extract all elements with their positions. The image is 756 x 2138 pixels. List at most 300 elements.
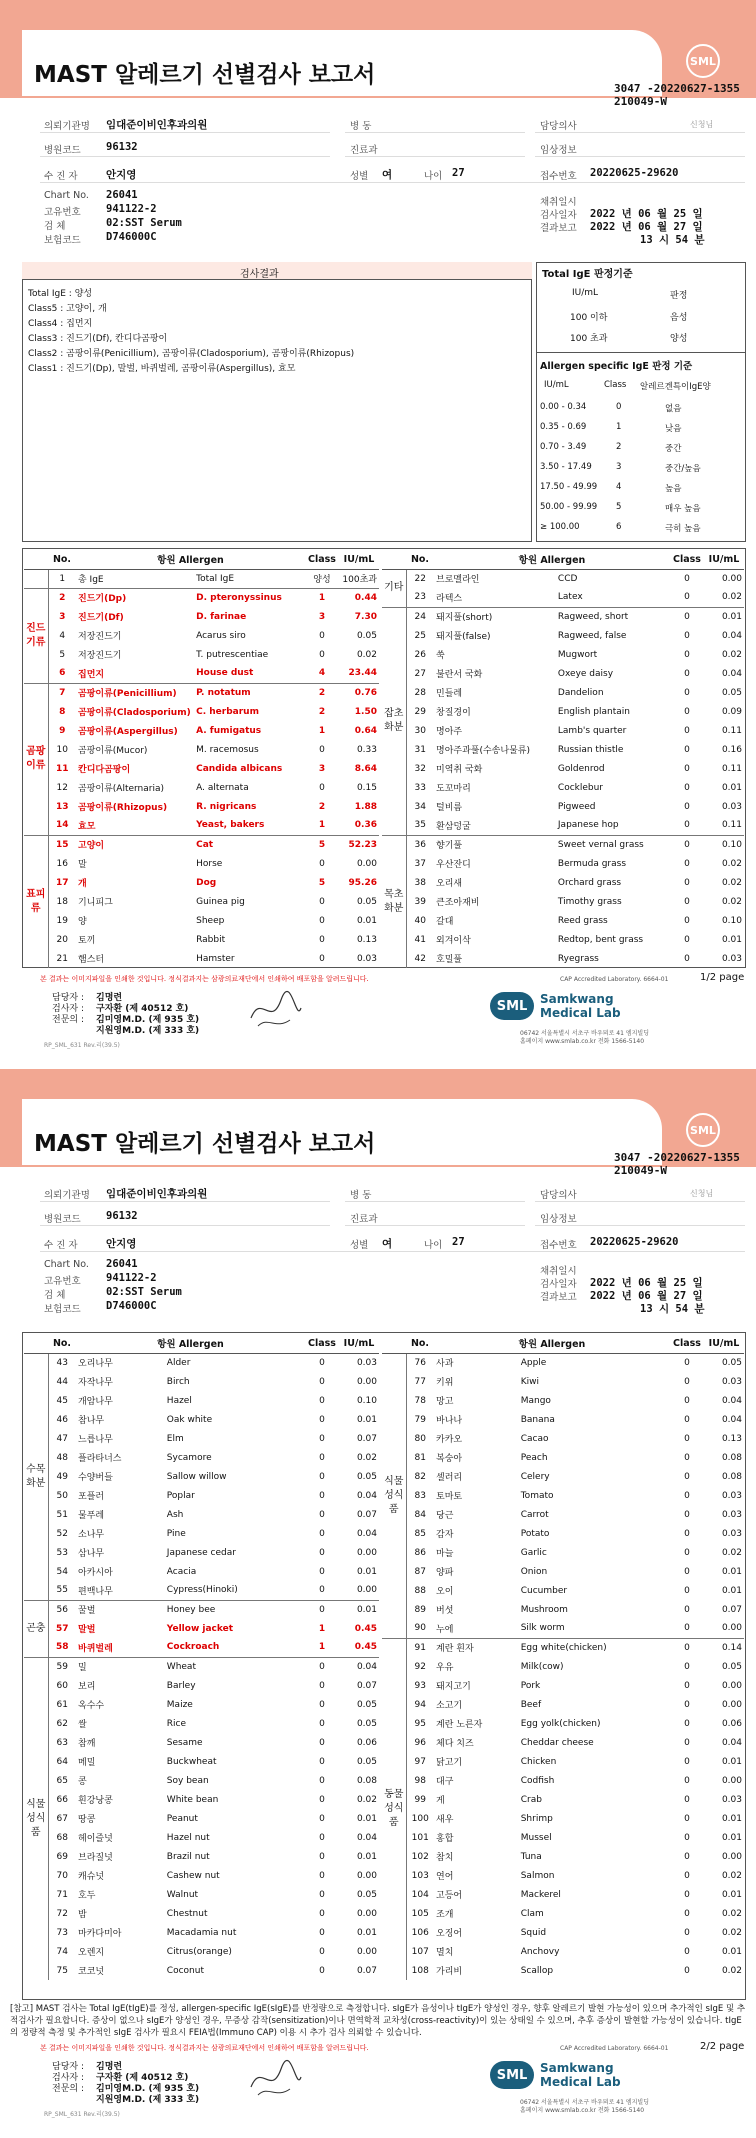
- allergen-kr: 외겨이삭: [436, 936, 471, 946]
- allergen-row: [382, 1923, 744, 1942]
- allergen-row: [382, 1657, 744, 1676]
- allergen-class: 0: [319, 1471, 325, 1482]
- specimen-label: 검 체: [44, 221, 66, 232]
- allergen-iu: 0.10: [721, 915, 742, 926]
- allergen-iu: 0.02: [356, 1794, 377, 1805]
- allergen-row: [382, 1866, 744, 1885]
- allergen-iu: 0.00: [356, 858, 377, 869]
- allergen-iu: 0.02: [721, 877, 742, 888]
- allergen-no: 60: [56, 1680, 68, 1691]
- allergen-row: [24, 1885, 379, 1904]
- allergen-en: Squid: [520, 1927, 547, 1938]
- patient-name-value: 안지영: [106, 169, 137, 181]
- allergen-class: 0: [684, 953, 690, 964]
- allergen-en: Sycamore: [166, 1452, 212, 1463]
- allergen-iu: 0.36: [354, 820, 377, 831]
- allergen-class: 0: [684, 706, 690, 717]
- allergen-row: [24, 1828, 379, 1847]
- allergen-kr: 콩: [78, 1777, 87, 1787]
- allergen-kr: 미역취 국화: [436, 765, 483, 775]
- allergen-class: 0: [319, 1946, 325, 1957]
- allergen-kr: 새우: [436, 1815, 454, 1825]
- allergen-en: Egg yolk(chicken): [520, 1718, 601, 1729]
- allergen-row: [24, 778, 379, 797]
- allergen-kr: 삼나무: [78, 1549, 105, 1559]
- allergen-kr: 브라질넛: [78, 1853, 113, 1863]
- unique-no-value: 941122-2: [106, 203, 157, 215]
- allergen-kr: 우산잔디: [436, 860, 471, 870]
- insurance-label: 보험코드: [44, 235, 81, 246]
- allergen-kr: 민들레: [436, 689, 463, 699]
- allergen-no: 107: [411, 1946, 429, 1957]
- allergen-iu: 0.01: [721, 1889, 742, 1900]
- institution-label: 의뢰기관명: [44, 121, 90, 132]
- allergen-class: 0: [684, 744, 690, 755]
- request-number: [614, 1151, 740, 1177]
- allergen-iu: 0.15: [356, 782, 377, 793]
- allergen-table: [24, 550, 379, 968]
- allergen-row: [24, 759, 379, 778]
- col-header: Class: [305, 1334, 339, 1353]
- allergen-row: [24, 1372, 379, 1391]
- ige-range: 100 이하: [570, 313, 608, 323]
- allergen-iu: 0.03: [356, 953, 377, 964]
- allergen-iu: 0.10: [704, 835, 744, 854]
- allergen-row: [382, 569, 744, 588]
- allergen-en: Goldenrod: [557, 763, 605, 774]
- allergen-iu: 0.01: [356, 1927, 377, 1938]
- sml-logo: SML: [686, 1113, 720, 1147]
- allergen-no: 106: [411, 1927, 429, 1938]
- allergen-en: Crab: [520, 1794, 542, 1805]
- allergen-kr: 털비름: [436, 803, 463, 813]
- allergen-en: Lamb's quarter: [557, 725, 627, 736]
- cap-label: CAP Accredited Laboratory. 6664-01: [560, 976, 669, 983]
- allergen-row: [382, 949, 744, 968]
- phone: 홈페이지 www.smlab.co.kr 전화 1566-5140: [520, 2107, 645, 2114]
- allergen-class: 0: [319, 1490, 325, 1501]
- allergen-row: [382, 1771, 744, 1790]
- allergen-kr: 망고: [436, 1397, 454, 1407]
- specimen-value: 02:SST Serum: [106, 1286, 182, 1298]
- allergen-kr: 진드기(Dp): [76, 588, 194, 607]
- allergen-no: 42: [414, 953, 426, 964]
- allergen-class: 1: [318, 1623, 326, 1634]
- allergen-row: [382, 683, 744, 702]
- allergen-row: [382, 1486, 744, 1505]
- allergen-no: 89: [414, 1604, 426, 1615]
- sc-range: ≥ 100.00: [540, 522, 580, 532]
- allergen-class: 0: [684, 1851, 690, 1862]
- allergen-row: [382, 588, 744, 607]
- allergen-kr: 마늘: [436, 1549, 454, 1559]
- allergen-en: Dandelion: [557, 687, 604, 698]
- result-line: Class2 : 곰팡이류(Penicillium), 곰팡이류(Cladosporium), 곰팡이류(Rhizopus): [28, 349, 355, 359]
- patient-name-label: 수 진 자: [44, 1240, 78, 1251]
- allergen-row: [382, 1714, 744, 1733]
- allergen-class: 0: [684, 1661, 690, 1672]
- allergen-en: Peanut: [166, 1813, 198, 1824]
- allergen-no: 16: [56, 858, 68, 869]
- allergen-class: 0: [319, 630, 325, 641]
- allergen-iu: 100초과: [342, 575, 377, 585]
- allergen-kr: 당근: [436, 1511, 454, 1521]
- doctor-label: 담당의사: [540, 121, 577, 132]
- print-warning: 본 결과는 이미지파일을 인쇄한 것입니다. 정식결과지는 삼광의료재단에서 인쇄하여 배포함을 알려드립니다.: [40, 975, 369, 983]
- allergen-class: 0: [670, 1638, 704, 1657]
- allergen-no: 7: [48, 683, 76, 702]
- sex-value: 여: [382, 169, 393, 181]
- allergen-iu: 0.00: [721, 1680, 742, 1691]
- age-label: 나이: [424, 1240, 443, 1251]
- category-label: 식물성식품: [24, 1657, 48, 1980]
- allergen-iu: 0.04: [356, 1832, 377, 1843]
- allergen-iu: 0.04: [721, 1395, 742, 1406]
- allergen-class: 0: [684, 573, 690, 584]
- allergen-en: Dog: [196, 877, 217, 888]
- allergen-en: Hazel nut: [166, 1832, 210, 1843]
- allergen-en: Cacao: [520, 1433, 549, 1444]
- ige-range: 100 초과: [570, 334, 608, 344]
- samkwang-name: Samkwang: [540, 2061, 614, 2075]
- clinical-label: 임상정보: [540, 1214, 577, 1225]
- allergen-no: 34: [414, 801, 426, 812]
- sml-logo: SML: [686, 44, 720, 78]
- col-header: Class: [305, 550, 339, 569]
- allergen-no: 9: [59, 725, 66, 736]
- allergen-row: [382, 1695, 744, 1714]
- allergen-no: 62: [56, 1718, 68, 1729]
- category-label: [24, 569, 48, 588]
- allergen-en: Acacia: [166, 1566, 197, 1577]
- allergen-iu: 0.00: [721, 1851, 742, 1862]
- allergen-kr: 집먼지: [78, 669, 105, 680]
- allergen-no: 50: [56, 1490, 68, 1501]
- allergen-kr: 바나나: [436, 1416, 463, 1426]
- allergen-row: [24, 835, 379, 854]
- allergen-no: 61: [56, 1699, 68, 1710]
- field-line: [535, 132, 745, 133]
- allergen-no: 90: [414, 1623, 426, 1634]
- allergen-kr: 개: [78, 879, 87, 889]
- allergen-en: Candida albicans: [196, 763, 283, 774]
- allergen-no: 58: [55, 1642, 69, 1653]
- allergen-class: 0: [684, 896, 690, 907]
- allergen-row: [24, 588, 379, 607]
- staff: 김명련: [96, 2062, 123, 2072]
- sc-class-val: 0: [616, 402, 622, 412]
- tested-label: 검사일자: [540, 1279, 577, 1290]
- sc-level: 극히 높음: [665, 524, 701, 534]
- allergen-en: Mushroom: [520, 1604, 568, 1615]
- allergen-en: Rice: [166, 1718, 187, 1729]
- allergen-kr: 계란 노른자: [436, 1720, 483, 1730]
- institution-value: 임대준이비인후과의원: [106, 119, 208, 131]
- allergen-kr: 호두: [78, 1891, 96, 1901]
- allergen-kr: 효모: [78, 821, 96, 832]
- allergen-row: [382, 1562, 744, 1581]
- allergen-iu: 1.50: [354, 706, 377, 717]
- col-header: IU/mL: [704, 1334, 744, 1353]
- allergen-iu: 0.05: [356, 1756, 377, 1767]
- allergen-iu: 0.01: [721, 1756, 742, 1767]
- allergen-no: 17: [55, 877, 69, 888]
- allergen-class: 0: [684, 1699, 690, 1710]
- col-header: Class: [670, 550, 704, 569]
- allergen-class: 0: [319, 1585, 325, 1596]
- allergen-en: M. racemosus: [196, 744, 259, 755]
- allergen-class: 0: [684, 858, 690, 869]
- allergen-class: 0: [684, 763, 690, 774]
- allergen-no: 97: [414, 1756, 426, 1767]
- allergen-iu: 0.04: [721, 1414, 742, 1425]
- allergen-class: 0: [319, 1965, 325, 1976]
- allergen-no: 91: [406, 1638, 434, 1657]
- sc-range: 17.50 - 49.99: [540, 482, 598, 492]
- specimen-label: 검 체: [44, 1290, 66, 1301]
- hospital-code-value: 96132: [106, 1210, 138, 1222]
- allergen-no: 102: [411, 1851, 429, 1862]
- allergen-row: [24, 1790, 379, 1809]
- cap-label: CAP Accredited Laboratory. 6664-01: [560, 2045, 669, 2052]
- allergen-class: 0: [684, 1680, 690, 1691]
- allergen-no: 66: [56, 1794, 68, 1805]
- allergen-class: 1: [305, 588, 339, 607]
- allergen-kr: 참깨: [78, 1739, 96, 1749]
- allergen-row: [382, 1809, 744, 1828]
- allergen-no: 83: [414, 1490, 426, 1501]
- allergen-no: 79: [414, 1414, 426, 1425]
- allergen-en: A. alternata: [196, 782, 249, 793]
- sc-class-val: 5: [616, 502, 622, 512]
- allergen-class: 0: [319, 953, 325, 964]
- category-label: 곤충: [24, 1600, 48, 1657]
- allergen-class: 0: [684, 801, 690, 812]
- allergen-iu: 0.11: [721, 725, 742, 736]
- allergen-no: 77: [414, 1376, 426, 1387]
- allergen-en: Japanese cedar: [166, 1547, 236, 1558]
- allergen-kr: 오리새: [436, 879, 463, 889]
- allergen-no: 76: [414, 1357, 426, 1368]
- allergen-class: 0: [684, 1718, 690, 1729]
- specialist2: 지원영M.D. (제 333 호): [96, 1026, 200, 1036]
- institution-label: 의뢰기관명: [44, 1190, 90, 1201]
- allergen-en: Pigweed: [557, 801, 596, 812]
- field-line: [535, 1225, 745, 1226]
- allergen-kr: 곰팡이류(Penicillium): [76, 683, 194, 702]
- allergen-row: [382, 873, 744, 892]
- allergen-class: 0: [684, 934, 690, 945]
- allergen-row: [382, 1505, 744, 1524]
- allergen-en: Tuna: [520, 1851, 542, 1862]
- allergen-row: [24, 1505, 379, 1524]
- specialist_label: 전문의 :: [52, 1015, 84, 1025]
- allergen-row: [24, 1448, 379, 1467]
- allergen-iu: 0.04: [721, 668, 742, 679]
- allergen-iu: 0.04: [339, 1657, 379, 1676]
- allergen-kr: 옥수수: [78, 1701, 105, 1711]
- patient-name-value: 안지영: [106, 1238, 137, 1250]
- allergen-en: C. herbarum: [196, 706, 259, 717]
- doctor-tag: 신청님: [690, 120, 714, 129]
- allergen-kr: 곰팡이류(Aspergillus): [78, 727, 178, 737]
- allergen-en: Chicken: [520, 1756, 557, 1767]
- allergen-row: [24, 702, 379, 721]
- allergen-iu: 0.33: [356, 744, 377, 755]
- allergen-kr: 양: [78, 917, 87, 927]
- allergen-row: [382, 702, 744, 721]
- allergen-iu: 0.05: [356, 1699, 377, 1710]
- allergen-no: 45: [56, 1395, 68, 1406]
- allergen-no: 59: [48, 1657, 76, 1676]
- allergen-row: [382, 778, 744, 797]
- allergen-en: Poplar: [166, 1490, 195, 1501]
- allergen-iu: 0.03: [721, 1528, 742, 1539]
- reported-value: 2022 년 06 월 27 일: [590, 1290, 703, 1302]
- allergen-iu: 0.02: [356, 1452, 377, 1463]
- allergen-no: 24: [406, 607, 434, 626]
- receipt-value: 20220625-29620: [590, 1236, 679, 1248]
- col-header: IU/mL: [339, 550, 379, 569]
- allergen-row: [24, 1676, 379, 1695]
- allergen-row: [382, 816, 744, 835]
- allergen-iu: 0.00: [356, 1547, 377, 1558]
- ward-label: 병 동: [350, 121, 372, 132]
- allergen-iu: 0.05: [721, 1661, 742, 1672]
- allergen-class: 0: [319, 1699, 325, 1710]
- allergen-no: 49: [56, 1471, 68, 1482]
- form-code: RP_SML_631 Rev.리(39.5): [44, 2111, 120, 2118]
- allergen-no: 22: [414, 573, 426, 584]
- allergen-kr: 키위: [436, 1378, 454, 1388]
- allergen-no: 25: [414, 630, 426, 641]
- report-time: 13 시 54 분: [640, 234, 705, 246]
- allergen-no: 85: [414, 1528, 426, 1539]
- allergen-row: [24, 949, 379, 968]
- allergen-no: 88: [414, 1585, 426, 1596]
- category-label: 잡초화분: [382, 607, 406, 835]
- allergen-en: Egg white(chicken): [519, 1638, 670, 1657]
- allergen-row: [24, 1695, 379, 1714]
- allergen-en: Cocklebur: [557, 782, 604, 793]
- allergen-en: T. putrescentiae: [196, 649, 269, 660]
- allergen-class: 0: [319, 1433, 325, 1444]
- phone: 홈페이지 www.smlab.co.kr 전화 1566-5140: [520, 1038, 645, 1045]
- allergen-kr: 감자: [436, 1530, 454, 1540]
- sc-class-val: 1: [616, 422, 622, 432]
- allergen-no: 19: [56, 915, 68, 926]
- patient-name-label: 수 진 자: [44, 171, 78, 182]
- allergen-en: Codfish: [520, 1775, 555, 1786]
- allergen-iu: 0.03: [356, 1357, 377, 1368]
- result-line: Class5 : 고양이, 개: [28, 304, 107, 314]
- allergen-en: R. nigricans: [196, 801, 257, 812]
- allergen-iu: 0.06: [356, 1737, 377, 1748]
- allergen-iu: 0.05: [356, 1718, 377, 1729]
- allergen-kr: 편백나무: [78, 1586, 113, 1597]
- allergen-en: Barley: [166, 1680, 196, 1691]
- allergen-row: [24, 1353, 379, 1372]
- sc-class-val: 3: [616, 462, 622, 472]
- allergen-no: 48: [56, 1452, 68, 1463]
- specialist2: 지원영M.D. (제 333 호): [96, 2095, 200, 2105]
- allergen-kr: 사과: [436, 1359, 454, 1370]
- sc-range: 0.00 - 0.34: [540, 402, 587, 412]
- allergen-row: [382, 1847, 744, 1866]
- allergen-iu: 0.01: [721, 1813, 742, 1824]
- allergen-no: 20: [56, 934, 68, 945]
- field-line: [40, 132, 330, 133]
- allergen-class: 0: [684, 820, 690, 831]
- category-label: 목초화분: [382, 835, 406, 968]
- allergen-row: [382, 645, 744, 664]
- allergen-iu: 0.01: [721, 1585, 742, 1596]
- allergen-kr: 호밀풀: [436, 955, 463, 965]
- specialist1: 김미영M.D. (제 935 호): [96, 1015, 200, 1025]
- allergen-row: [24, 626, 379, 645]
- allergen-kr: 저장진드기: [78, 632, 122, 642]
- allergen-kr: 기니피그: [78, 898, 113, 908]
- receipt-label: 접수번호: [540, 171, 577, 182]
- allergen-table: [382, 1334, 744, 1980]
- allergen-en: Mackerel: [520, 1889, 561, 1900]
- receipt-label: 접수번호: [540, 1240, 577, 1251]
- allergen-en: Milk(cow): [520, 1661, 564, 1672]
- allergen-en: Bermuda grass: [557, 858, 627, 869]
- allergen-kr: 쌀: [78, 1720, 87, 1730]
- allergen-class: 0: [684, 1870, 690, 1881]
- allergen-row: [382, 1467, 744, 1486]
- allergen-kr: 불란서 국화: [436, 670, 483, 680]
- insurance-value: D746000C: [106, 1300, 157, 1312]
- allergen-no: 14: [55, 820, 69, 831]
- allergen-iu: 0.06: [721, 1718, 742, 1729]
- allergen-kr: 셀러리: [436, 1473, 463, 1483]
- insurance-value: D746000C: [106, 231, 157, 243]
- allergen-class: 0: [319, 1376, 325, 1387]
- allergen-en: Honey bee: [165, 1600, 305, 1619]
- allergen-row: [24, 873, 379, 892]
- allergen-kr: 말: [78, 860, 87, 870]
- allergen-en: Alder: [166, 1357, 191, 1368]
- allergen-class: 3: [318, 611, 326, 622]
- ige-unit: IU/mL: [572, 288, 599, 298]
- allergen-no: 105: [411, 1908, 429, 1919]
- category-label: 기타: [382, 569, 406, 607]
- allergen-iu: 0.02: [721, 1927, 742, 1938]
- allergen-iu: 0.45: [354, 1623, 377, 1634]
- allergen-class: 0: [319, 1528, 325, 1539]
- category-label: 진드기류: [24, 588, 48, 683]
- allergen-row: [382, 1733, 744, 1752]
- allergen-table: [382, 550, 744, 968]
- allergen-no: 68: [56, 1832, 68, 1843]
- allergen-row: [24, 1866, 379, 1885]
- allergen-class: 0: [684, 1471, 690, 1482]
- allergen-iu: 0.01: [339, 1600, 379, 1619]
- allergen-kr: 곰팡이류(Cladosporium): [78, 708, 191, 718]
- allergen-row: [382, 1752, 744, 1771]
- allergen-iu: 0.00: [356, 1946, 377, 1957]
- checker: 구자환 (제 40512 호): [96, 2073, 189, 2083]
- allergen-en: Guinea pig: [196, 896, 245, 907]
- allergen-row: [382, 721, 744, 740]
- ward-label: 병 동: [350, 1190, 372, 1201]
- allergen-kr: 창질경이: [436, 708, 471, 718]
- col-header: No.: [406, 1334, 434, 1353]
- criteria-divider: [536, 352, 746, 353]
- allergen-no: 53: [56, 1547, 68, 1558]
